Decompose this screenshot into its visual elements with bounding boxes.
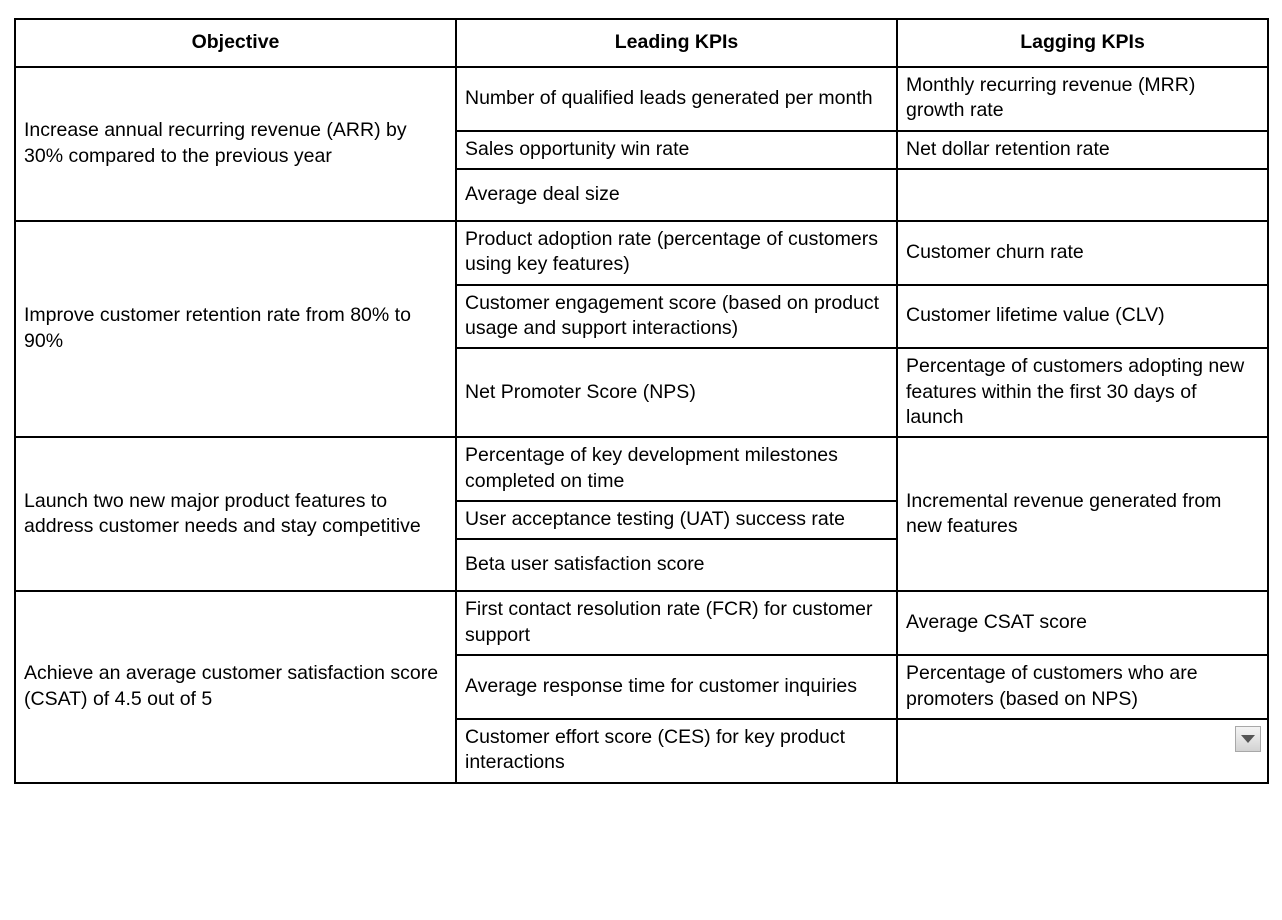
table-row [15,221,1268,285]
leading-kpi-cell[interactable]: Customer engagement score (based on product usage and support interactions) [456,285,897,349]
leading-kpi-cell[interactable]: User acceptance testing (UAT) success rate [456,501,897,539]
lagging-kpi-text: Percentage of customers who are promoters (based on NPS) [906,662,1198,710]
okr-kpi-table [14,18,1269,784]
leading-kpi-cell[interactable]: Average deal size [456,169,897,221]
lagging-kpi-cell-selected[interactable] [897,719,1268,783]
lagging-kpi-text: Customer churn rate [906,240,1084,263]
objective-cell[interactable]: Achieve an average customer satisfaction score (CSAT) of 4.5 out of 5 [15,591,456,782]
objective-cell[interactable]: Launch two new major product features to address customer needs and stay competitive [15,437,456,591]
lagging-kpi-text: Average CSAT score [906,611,1088,634]
table-body [15,67,1268,783]
lagging-kpi-cell[interactable] [897,348,1268,437]
objective-cell[interactable]: Increase annual recurring revenue (ARR) by 30% compared to the previous year [15,67,456,221]
lagging-kpi-cell[interactable] [897,131,1268,169]
leading-kpi-cell[interactable]: Beta user satisfaction score [456,539,897,591]
leading-kpi-cell[interactable]: Product adoption rate (percentage of customers using key features) [456,221,897,285]
lagging-kpi-cell[interactable] [897,285,1268,349]
leading-kpi-cell[interactable]: Net Promoter Score (NPS) [456,348,897,437]
lagging-kpi-text: Net dollar retention rate [906,137,1110,160]
table-row [15,67,1268,131]
table-row [15,437,1268,501]
lagging-kpi-cell[interactable] [897,655,1268,719]
lagging-kpi-cell-selected[interactable] [897,169,1268,221]
table-row [15,591,1268,655]
lagging-kpi-text: Monthly recurring revenue (MRR) growth rate [906,74,1196,122]
leading-kpi-cell[interactable]: Customer effort score (CES) for key product interactions [456,719,897,783]
header-row [15,19,1268,67]
lagging-kpi-text: Customer lifetime value (CLV) [906,304,1165,327]
lagging-kpi-text: Percentage of customers adopting new features within the first 30 days of launch [906,355,1245,429]
leading-kpi-cell[interactable]: Average response time for customer inquiries [456,655,897,719]
leading-kpi-cell[interactable]: Sales opportunity win rate [456,131,897,169]
leading-kpi-cell[interactable]: First contact resolution rate (FCR) for customer support [456,591,897,655]
leading-kpi-cell[interactable]: Percentage of key development milestones completed on time [456,437,897,501]
lagging-kpi-cell[interactable] [897,591,1268,655]
lagging-kpi-cell[interactable] [897,221,1268,285]
column-header-leading-kpis: Leading KPIs [456,19,897,67]
leading-kpi-cell[interactable]: Number of qualified leads generated per month [456,67,897,131]
lagging-kpi-text: Incremental revenue generated from new features [906,489,1222,537]
lagging-kpi-cell[interactable] [897,67,1268,131]
chevron-down-glyph [1241,735,1255,743]
lagging-kpi-cell[interactable] [897,437,1268,591]
column-header-lagging-kpis: Lagging KPIs [897,19,1268,67]
column-header-objective: Objective [15,19,456,67]
chevron-down-icon[interactable] [1235,726,1261,752]
objective-cell[interactable]: Improve customer retention rate from 80% to 90% [15,221,456,437]
table-header [15,19,1268,67]
